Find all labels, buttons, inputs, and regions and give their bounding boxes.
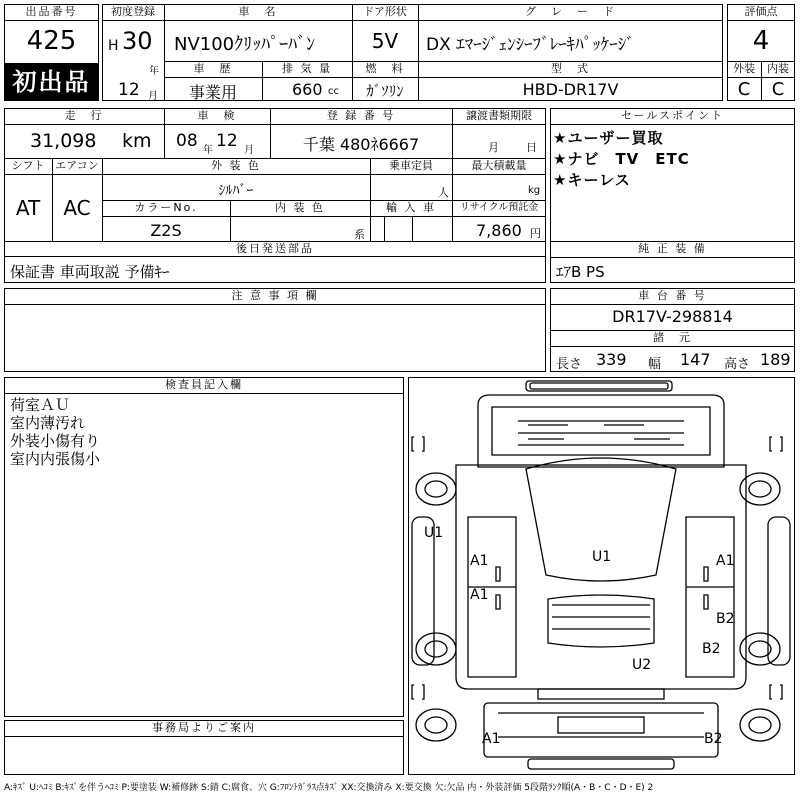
later-parts-label: 後日発送部品 [236,242,314,255]
equipment-label: 純 正 装 備 [638,242,707,255]
inspection-month-unit: 月 [244,145,254,156]
inspector-note: 室内薄汚れ [10,414,86,432]
recycle-unit: 円 [530,227,541,240]
inspector-note: 外装小傷有り [10,432,101,450]
displacement-unit: cc [328,86,339,97]
year-unit: 年 [149,66,159,77]
damage-mark: A1 [470,553,489,569]
chassis-label: 車 台 番 号 [638,289,707,302]
recycle-label: リサイクル預託金 [459,202,539,213]
selling-point: ★キーレス [553,171,631,189]
capacity-unit: 人 [438,186,449,199]
car-name-label: 車 名 [238,5,278,18]
reg-month: 12 [118,80,140,100]
score-value: 4 [752,26,770,56]
history-label: 車 歴 [193,62,233,75]
plate-value: 千葉 480ﾈ6667 [302,135,420,154]
selling-point: ★ナビ TV ETC [553,150,690,168]
damage-mark: U2 [632,657,652,673]
lot-number: 425 [26,26,77,56]
inspection-year-unit: 年 [203,145,213,156]
selling-points-label: セールスポイント [620,109,724,122]
height-value: 189 [760,350,791,369]
damage-mark: B2 [702,641,721,657]
damage-mark: U1 [424,525,444,541]
inspector-label: 検査員記入欄 [165,378,243,391]
grade-value: DX ｴﾏｰｼﾞｪﾝｼｰﾌﾞﾚｰｷﾊﾟｯｹｰｼﾞ [426,35,635,55]
inspector-notes [10,396,100,468]
mileage-label: 走 行 [64,109,104,122]
office-label: 事務局よりご案内 [152,721,256,734]
transfer-month-unit: 月 [488,141,499,154]
history-value: 事業用 [188,83,237,102]
load-label: 最大積載量 [471,159,527,172]
inspection-month: 12 [216,131,238,151]
inspection-label: 車 検 [197,109,237,122]
int-color-unit: 系 [354,228,365,241]
car-name: NV100ｸﾘｯﾊﾟｰﾊﾞﾝ [174,34,316,55]
ac-value: AC [63,196,91,220]
displacement-value: 660 [292,80,323,99]
int-color-label: 内 装 色 [275,201,325,214]
import-label: 輸 入 車 [386,201,436,214]
exterior-grade: C [737,79,751,100]
later-parts-value: 保証書 車両取説 予備ｷｰ [10,263,170,281]
length-value: 339 [596,350,627,369]
width-value: 147 [680,350,711,369]
equipment-value: ｴｱB PS [556,263,605,281]
height-label: 高さ [724,357,751,372]
ac-label: エアコン [55,159,99,172]
door-label: ドア形状 [363,5,407,18]
first-listing-badge: 初出品 [4,63,99,101]
month-unit: 月 [148,91,158,102]
damage-mark: B2 [704,731,723,747]
damage-mark: B2 [716,611,735,627]
model-value: HBD-DR17V [522,80,619,99]
lot-label: 出品番号 [25,5,78,18]
dims-label: 諸 元 [653,331,692,344]
color-no-value: Z2S [150,221,182,240]
model-label: 型 式 [551,62,590,75]
damage-mark: A1 [482,731,501,747]
door-value: 5V [371,29,399,53]
load-unit: kg [528,185,541,196]
mileage-unit: km [122,130,152,152]
fuel-value: ｶﾞｿﾘﾝ [366,82,404,100]
shift-label: シフト [11,159,45,172]
ext-color-value: ｼﾙﾊﾞｰ [218,183,254,199]
legend: A:ｷｽﾞ U:ﾍｺﾐ B:ｷｽﾞを伴うﾍｺﾐ P:要塗装 W:補修跡 S:錆 C:腐食、穴 G:ﾌﾛﾝﾄｶﾞﾗｽ点ｷｽﾞ XX:交換済み X:要交換 欠:欠品 内・外装評価 5段階ﾗﾝｸ順(A・B・C・D・E) 2 [4,783,654,793]
selling-point: ★ユーザー買取 [553,129,664,147]
recycle-value: 7,860 [476,221,522,240]
inspection-year: 08 [176,131,198,151]
interior-grade: C [771,79,785,100]
inspector-note: 室内内張傷小 [10,450,101,468]
first-reg-label: 初度登録 [111,5,155,18]
width-label: 幅 [648,357,662,372]
fuel-label: 燃 料 [365,62,405,75]
displacement-label: 排 気 量 [282,62,332,75]
score-label: 評価点 [744,5,778,18]
plate-label: 登 録 番 号 [326,109,396,122]
mileage-value: 31,098 [30,130,97,152]
grade-label: グ レ ー ド [525,5,616,18]
color-no-label: カラーNo. [134,201,198,214]
transfer-day-unit: 日 [526,141,537,154]
car-diagram [408,377,795,775]
inspector-note: 荷室ＡＵ [10,396,71,414]
chassis-value: DR17V-298814 [612,307,733,326]
capacity-label: 乗車定員 [389,159,433,172]
ext-color-label: 外 装 色 [211,159,261,172]
damage-mark: U1 [592,549,612,565]
reg-year: 30 [122,27,153,55]
shift-value: AT [15,196,41,220]
interior-label: 内装 [767,62,789,75]
exterior-label: 外装 [733,62,755,75]
era: H [108,38,119,54]
damage-mark: A1 [470,587,489,603]
caution-label: 注 意 事 項 欄 [231,289,319,302]
length-label: 長さ [556,357,583,372]
damage-mark: A1 [716,553,735,569]
selling-points-list [553,128,690,191]
transfer-label: 譲渡書類期限 [466,109,532,122]
